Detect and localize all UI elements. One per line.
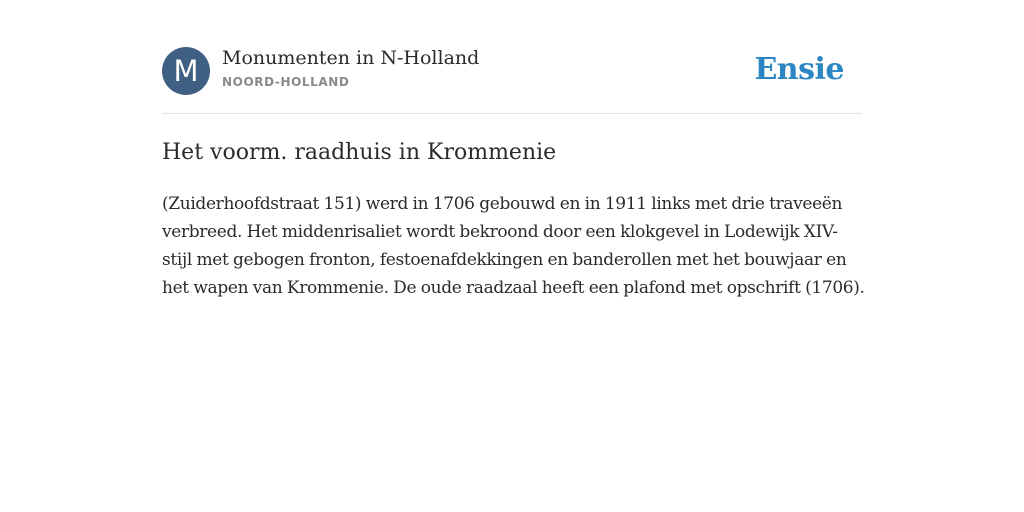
source-header [162,46,862,96]
avatar[interactable]: M [162,47,210,95]
source-title[interactable]: Monumenten in N-Holland [222,47,480,69]
article-body: (Zuiderhoofdstraat 151) werd in 1706 gebouwd en in 1911 links met drie traveeën verbreed. Het middenrisaliet wordt bekroond door een klokgevel in Lodewijk XIV-stijl met gebogen fronton, festoenafdekkingen en banderollen met het bouwjaar en het wapen van Krommenie. De oude raadzaal heeft een plafond met opschrift (1706). [162,194,865,298]
source-subtitle: NOORD-HOLLAND [222,75,350,89]
article-title: Het voorm. raadhuis in Krommenie [162,140,557,165]
divider [162,113,862,114]
brand-logo[interactable]: Ensie [754,52,844,87]
